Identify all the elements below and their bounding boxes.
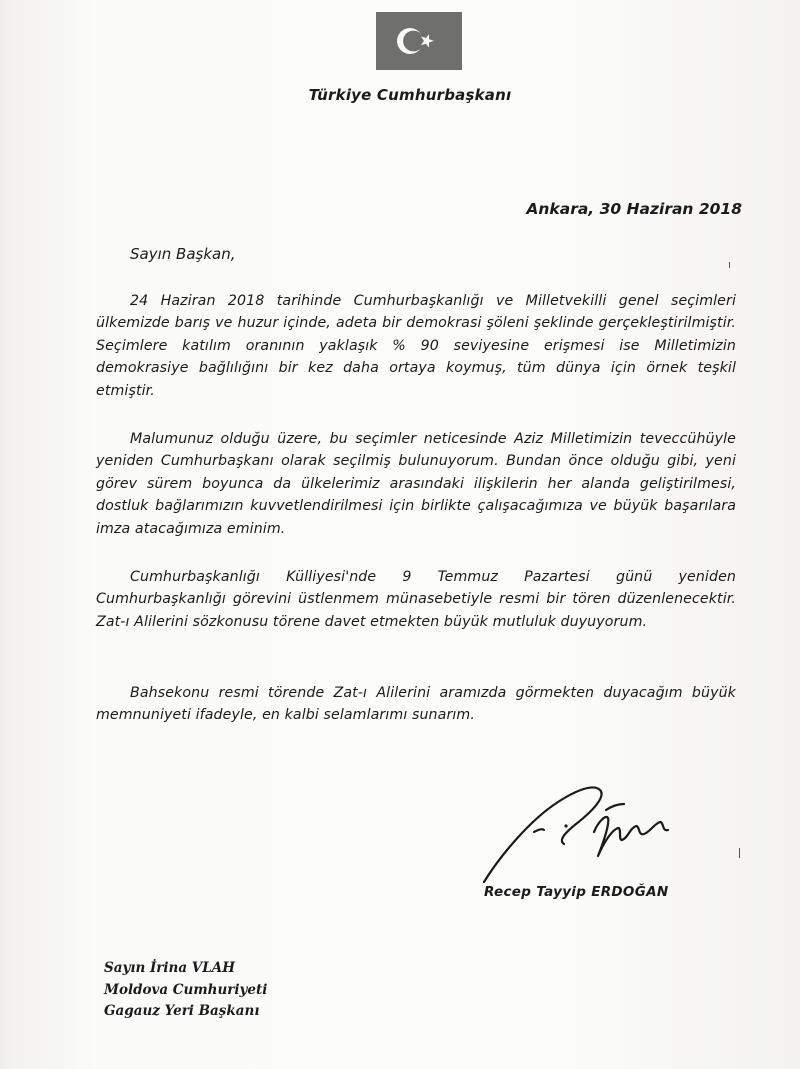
institution-title: Türkiye Cumhurbaşkanı — [308, 86, 512, 104]
handwritten-signature-icon — [478, 770, 698, 890]
addressee-title: Gagauz Yeri Başkanı — [104, 1003, 260, 1019]
addressee-country: Moldova Cumhuriyeti — [104, 981, 268, 998]
paragraph-reelection: Malumunuz olduğu üzere, bu seçimler neticesinde Aziz Milletimizin teveccühüyle yeniden Cumhurbaşkanı olarak seçilmiş bulunuyorum. Bundan önce olduğu gibi, yeni görev sürem boyunca da ülkelerimiz arasındaki ilişkilerin her alanda geliştirilmesi, dostluk bağlarımızın kuvvetlendirilmesi için birlikte çalışacağımıza ve büyük başarılara imza atacağımıza eminim. — [96, 431, 736, 537]
paragraph-closing: Bahsekonu resmi törende Zat-ı Alilerini aramızda görmekten duyacağım büyük memnuniyeti ifadeyle, en kalbi selamlarımı sunarım. — [96, 685, 736, 724]
salutation: Sayın Başkan, — [130, 245, 236, 263]
signer-name: Recep Tayyip ERDOĞAN — [484, 884, 669, 900]
paragraph-elections: 24 Haziran 2018 tarihinde Cumhurbaşkanlığı ve Milletvekilli genel seçimleri ülkemizde barış ve huzur içinde, adeta bir demokrasi şöleni şeklinde gerçekleştirilmiştir. Seçimlere katılım oranının yaklaşık % 90 seviyesine erişmesi ise Milletimizin demokrasiye bağlılığını bir kez daha ortaya koymuş, tüm dünya için örnek teşkil etmiştir. — [96, 293, 736, 399]
margin-mark — [739, 848, 740, 858]
turkish-flag-icon — [376, 12, 462, 70]
letter-date: Ankara, 30 Haziran 2018 — [526, 200, 742, 218]
addressee-name: Sayın İrina VLAH — [104, 960, 235, 976]
margin-mark — [729, 262, 730, 268]
addressee-block — [104, 958, 267, 1023]
paragraph-invitation: Cumhurbaşkanlığı Külliyesi'nde 9 Temmuz Pazartesi günü yeniden Cumhurbaşkanlığı görevini üstlenmem münasebetiyle resmi bir tören düzenlenecektir. Zat-ı Alilerini sözkonusu törene davet etmekten büyük mutluluk duyuyorum. — [96, 569, 736, 630]
